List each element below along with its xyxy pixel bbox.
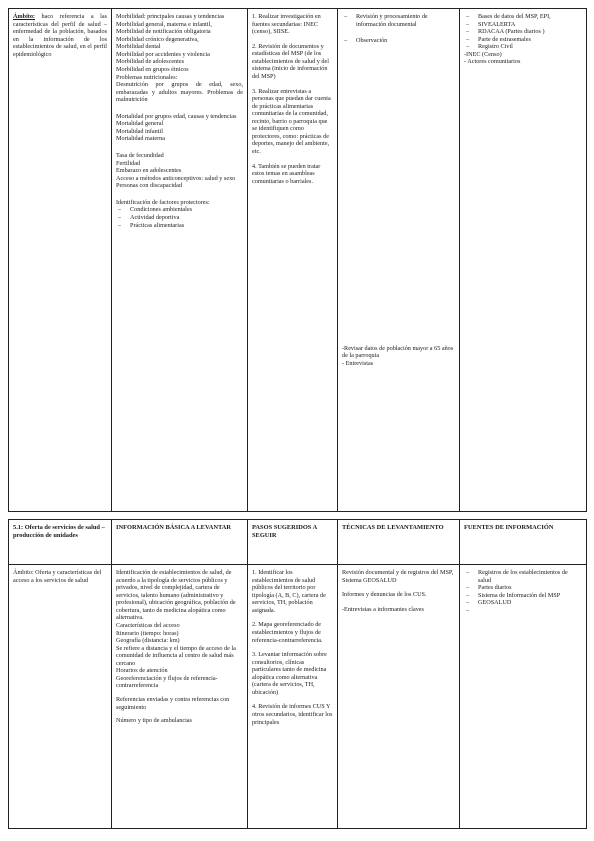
source-item: – Registros de los establecimientos de salud [464, 569, 582, 584]
basic-info-cell [112, 9, 248, 512]
info-line: Morbilidad en grupos étnicos [116, 65, 189, 73]
info-line: Morbilidad: principales causas y tendencias [116, 13, 225, 20]
info-line: Morbilidad de notificación obligatoria [116, 28, 211, 36]
info-line: Número y tipo de ambulancias [116, 717, 192, 725]
info-line: Mortalidad materna [116, 135, 165, 143]
info-line: Mortalidad por grupos edad, causas y tendencias [116, 112, 237, 120]
header-section: 5.1: Oferta de servicios de salud – producción de unidades [9, 520, 112, 565]
info-line: Fertilidad [116, 159, 141, 167]
info-line: Georeferenciación y flujos de referencia-contrarreferencia [116, 674, 218, 690]
source-item: – GEOSALUD [464, 599, 582, 607]
steps-cell [248, 9, 338, 512]
header-steps: PASOS SUGERIDOS A SEGUIR [248, 520, 338, 565]
sources-cell [460, 565, 587, 829]
technique-item: -Revisar datos de población mayor a 65 años de la parroquia [342, 344, 454, 360]
info-line: Referencias enviadas y contra referencias con seguimiento [116, 696, 230, 711]
technique-item: Informes y denuncias de los CUS. [342, 591, 427, 599]
header-sources: FUENTES DE INFORMACIÓN [460, 520, 587, 565]
info-line: Características del acceso [116, 621, 180, 629]
technique-item: – Observación [342, 37, 455, 45]
factors-title: Identificación de factores protectores: [116, 198, 210, 206]
step-item: 2. Mapa georeferenciado de establecimientos y flujos de referencia-contrarreferencia. [252, 621, 323, 644]
step-item: 3. Levantar información sobre consultorios, clínicas particulares tanto de medicina alopática como alternativa (cartera de servicios, TH, ubicación) [252, 651, 327, 696]
source-item: – Parte de estrasemales [464, 36, 582, 44]
source-item: – RDACAA (Partes diarios ) [464, 28, 582, 36]
scope-label: Ámbito: [13, 13, 35, 20]
scope-cell [9, 565, 112, 829]
step-item: 1. Realizar investigación en fuentes secundarias: INEC (censo), SIISE. [252, 13, 321, 36]
info-line: Acceso a métodos anticonceptivos: salud y sexo [116, 174, 236, 182]
info-line: Mortalidad general [116, 120, 164, 128]
basic-info-cell [112, 565, 248, 829]
info-line: Identificación de establecimientos de salud, de acuerdo a la tipología de servicios públicos y privados, nivel de complejidad, cartera de servicios, talento humano (administrativo y profesional), ubicación geográfica, población de cobertura, tanto de medicina alopática como alternativa. [116, 569, 236, 622]
info-line: Morbilidad por accidentes y violencia [116, 50, 210, 58]
step-item: 1. Identificar los establecimientos de salud públicos del territorio por tipología (A, B, C), cartera de servicios, TH, población asignada. [252, 569, 326, 614]
source-item: – SIVEALERTA [464, 21, 582, 29]
info-line: Se refiere a distancia y el tiempo de acceso de la comunidad de influencia al centro de salud más cercano [116, 644, 236, 667]
technique-item: -Entrevistas a informantes claves [342, 605, 424, 613]
info-line: Itinerario (tiempo: horas) [116, 629, 179, 637]
technique-item: Revisión documental y de registros del MSP, Sistema GEOSALUD [342, 569, 454, 584]
scope-cell [9, 9, 112, 512]
header-techniques: TÉCNICAS DE LEVANTAMIENTO [338, 520, 460, 565]
source-item: – Registro Civil [464, 43, 582, 51]
info-line: Tasa de fecundidad [116, 152, 164, 159]
factor-item: – Prácticas alimentarias [116, 222, 243, 230]
info-line: Mortalidad infantil [116, 127, 163, 135]
techniques-cell [338, 9, 460, 512]
info-line: Morbilidad dental [116, 43, 161, 51]
factor-item: – Condiciones ambientales [116, 206, 243, 214]
scope-text: haco referencia a las características del perfil de salud – enfermedad de la población, basados en la información de los establecimientos de salud, en el perfil epidemiológico [13, 13, 108, 58]
info-line: Personas con discapacidad [116, 182, 182, 190]
sources-cell [460, 9, 587, 512]
source-item: -INEC (Censo) [464, 50, 502, 58]
health-profile-table [8, 8, 587, 512]
techniques-cell [338, 565, 460, 829]
info-line: Problemas nutricionales: [116, 73, 178, 81]
info-line: Desnutrición por grupos de edad, sexo, embarazadas y adultos mayores. Problemas de malnutrición [116, 81, 243, 104]
info-line: Morbilidad general, materna e infantil, [116, 20, 212, 28]
services-offer-table [8, 519, 587, 829]
factor-item: – Actividad deportiva [116, 214, 243, 222]
info-line: Morbilidad de adolescentes [116, 58, 185, 66]
step-item: 4. Revisión de informes CUS Y otros secundarios, identificar los principales [252, 703, 333, 726]
info-line: Embarazo en adolescentes [116, 167, 182, 175]
source-item: - Actores comunitarios [464, 58, 521, 66]
scope-text: Ámbito: Oferta y características del acceso a los servicios de salud [13, 569, 102, 584]
source-item: – Bases de datos del MSP, EPI, [464, 13, 582, 21]
info-line: Geografía (distancia: km) [116, 637, 180, 645]
info-line: Morbilidad crónico degenerativa, [116, 35, 199, 43]
technique-item: - Entrevistas [342, 359, 374, 367]
source-item: – Partes diarios [464, 584, 582, 592]
source-item: – Sistema de Información del MSP [464, 592, 582, 600]
steps-cell [248, 565, 338, 829]
info-line: Horarios de atención [116, 667, 168, 675]
step-item: 3. Realizar entrevistas a personas que puedan dar cuenta de prácticas alimentarias comunitarias de la comunidad, recinto, barrio o parroquia que se identifiquen como protectores, como: prácticas de deportes, manejo del ambiente, etc. [252, 87, 331, 155]
step-item: 2. Revisión de documentos y estadísticas del MSP (de los establecimientos de salud y del sistema (inicio de información del MSP) [252, 42, 329, 80]
header-basic-info: INFORMACIÓN BÁSICA A LEVANTAR [112, 520, 248, 565]
technique-item: – Revisión y procesamiento de información documental [342, 13, 455, 28]
step-item: 4. También se pueden tratar estos temas en asambleas comunitarias o barriales. [252, 162, 321, 185]
